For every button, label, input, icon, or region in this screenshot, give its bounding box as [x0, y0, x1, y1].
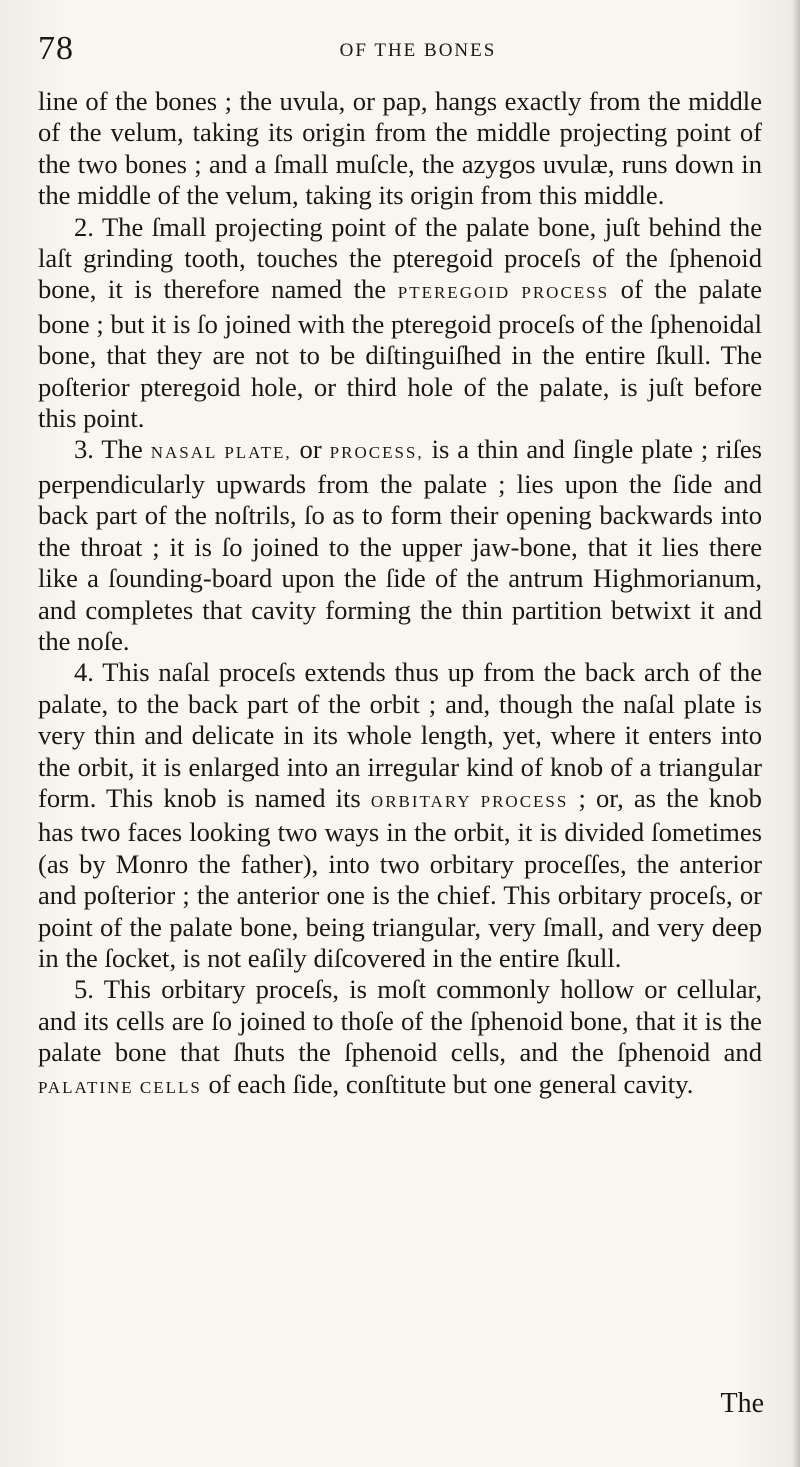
paragraph-4 [38, 657, 762, 974]
paragraph-3 [38, 434, 762, 657]
small-caps-term: PROCESS, [329, 443, 424, 463]
text-run: 3. The [74, 434, 151, 465]
text-run: 5. This orbitary proceſs, is moſt commonly hollow or cellular, and its cells are ſo joined to thoſe of the ſphenoid bone, that it is the palate bone that ſhuts the ſphenoid cells, and the ſphenoid and [38, 974, 762, 1068]
text-run: or [291, 434, 330, 465]
text-run: of each ſide, conſtitute but one general cavity. [201, 1068, 694, 1099]
paragraph-5 [38, 974, 762, 1103]
small-caps-term: ORBITARY PROCESS [370, 791, 569, 811]
text-run: 4. This naſal proceſs extends thus up from the back arch of the palate, to the back part of the orbit ; and, though the naſal plate is very thin and delicate in its whole length, yet, where it enters into the orbit, it is enlarged into an irregular kind of knob of a triangular form. This knob is named its [38, 657, 762, 813]
paragraph-2 [38, 212, 762, 435]
small-caps-term: PALATINE CELLS [38, 1077, 202, 1097]
text-run: ; or, as the knob has two faces looking two ways in the orbit, it is divided ſometimes (as by Monro the father), into two orbitary proceſſes, the anterior and poſterior ; the anterior one is the chief. This orbitary proceſs, or point of the palate bone, being triangular, very ſmall, and very deep in the ſocket, is not eaſily diſcovered in the entire ſkull. [38, 782, 762, 973]
page-number: 78 [38, 30, 74, 67]
text-run: 2. The ſmall projecting point of the palate bone, juſt behind the laſt grinding tooth, touches the pteregoid proceſs of the ſphenoid bone, it is therefore named the [38, 211, 762, 305]
text-run: is a thin and ſingle plate ; riſes perpendicularly upwards from the palate ; lies upon the ſide and back part of the noſtrils, ſo as to form their opening backwards into the throat ; it is ſo joined to the upper jaw-bone, that it lies there like a ſounding-board upon the ſide of the antrum Highmorianum, and completes that cavity forming the thin partition betwixt it and the noſe. [38, 434, 763, 656]
page-header [38, 30, 758, 70]
body-text [38, 86, 762, 1103]
small-caps-term: NASAL PLATE, [150, 443, 292, 463]
catchword: The [720, 1388, 764, 1419]
small-caps-term: PTEREGOID PROCESS [397, 283, 610, 303]
text-run: of the palate bone ; but it is ſo joined with the pteregoid proceſs of the ſphenoidal bone, that they are not to be diſtinguiſhed in the entire ſkull. The poſterior pteregoid hole, or third hole of the palate, is juſt before this point. [38, 274, 762, 434]
running-head: OF THE BONES [339, 40, 497, 61]
text-run: line of the bones ; the uvula, or pap, hangs exactly from the middle of the velum, taking its origin from the middle projecting point of the two bones ; and a ſmall muſcle, the azygos uvulæ, runs down in the middle of the velum, taking its origin from this middle. [38, 86, 762, 211]
page-edge-shadow [792, 0, 800, 1467]
paragraph-1 [38, 86, 762, 212]
